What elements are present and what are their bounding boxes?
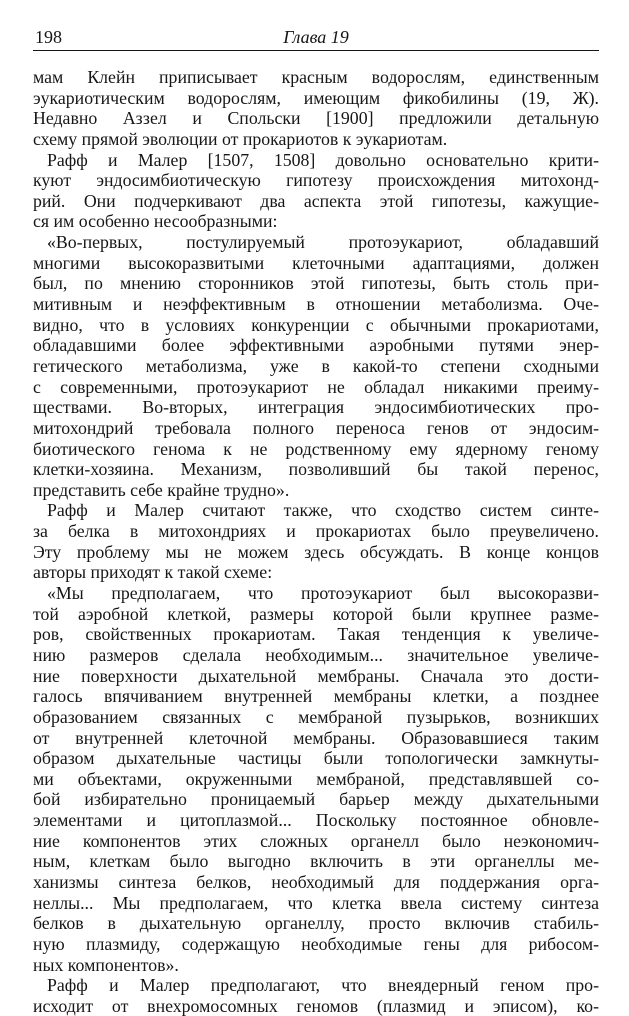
text-line: ние поверхности дыхательной мембраны. Сначала это дости- bbox=[33, 665, 599, 686]
text-line: был, по мнению сторонников этой гипотезы, быть столь при- bbox=[33, 273, 599, 294]
text-line: с современными, протоэукариот не обладал никакими преиму- bbox=[33, 376, 599, 397]
text-line: ханизмы синтеза белков, необходимый для поддержания орга- bbox=[33, 871, 599, 892]
text-line: мам Клейн приписывает красным водорослям, единственным bbox=[33, 67, 599, 87]
text-line: эукариотическим водорослям, имеющим фикобилины (19, Ж). bbox=[33, 87, 599, 108]
text-line: схему прямой эволюции от прокариотов к эукариотам. bbox=[33, 128, 448, 149]
text-line: митивным и неэффективным в отношении метаболизма. Оче- bbox=[33, 294, 599, 315]
text-line: элементами и цитоплазмой... Поскольку постоянное обновле- bbox=[33, 810, 599, 831]
body-text bbox=[33, 67, 599, 1016]
text-line: Рафф и Малер [1507, 1508] довольно основательно крити- bbox=[47, 149, 599, 170]
text-line: обладавшими более эффективными аэробными путями энер- bbox=[33, 335, 599, 356]
text-line: представить себе крайне трудно». bbox=[33, 479, 290, 500]
text-line: рий. Они подчеркивают два аспекта этой гипотезы, кажущие- bbox=[33, 190, 599, 211]
text-line: неллы... Мы предполагаем, что клетка ввела систему синтеза bbox=[33, 892, 599, 913]
text-line: клетки-хозяина. Механизм, позволивший бы такой перенос, bbox=[33, 459, 599, 480]
text-line: ние компонентов этих сложных органелл было неэкономич- bbox=[33, 830, 599, 851]
text-line: куют эндосимбиотическую гипотезу происхождения митохонд- bbox=[33, 170, 599, 191]
text-line: Эту проблему мы не можем здесь обсуждать. В конце концов bbox=[33, 541, 599, 562]
text-line: образованием связанных с мембраной пузырьков, возникших bbox=[33, 706, 599, 727]
page-header bbox=[33, 27, 599, 51]
text-line: многими высокоразвитыми клеточными адаптациями, должен bbox=[33, 252, 599, 273]
text-line: за белка в митохондриях и прокариотах было преувеличено. bbox=[33, 521, 599, 542]
text-line: биотического генома к не родственному ему ядерному геному bbox=[33, 438, 599, 459]
text-line: той аэробной клеткой, размеры которой были крупнее разме- bbox=[33, 603, 599, 624]
text-line: исходит от внехромосомных геномов (плазмид и эписом), ко- bbox=[33, 995, 599, 1016]
text-line: митохондрий требовала полного переноса генов от эндосим- bbox=[33, 417, 599, 438]
text-line: ных компонентов». bbox=[33, 954, 179, 975]
text-line: ным, клеткам было выгодно включить в эти органеллы ме- bbox=[33, 851, 599, 872]
text-line: «Мы предполагаем, что протоэукариот был высокоразви- bbox=[47, 583, 599, 604]
text-line: белков в дыхательную органеллу, просто включив стабиль- bbox=[33, 913, 599, 934]
text-line: видно, что в условиях конкуренции с обычными прокариотами, bbox=[33, 314, 599, 335]
running-title: Глава 19 bbox=[283, 27, 349, 47]
text-line: ную плазмиду, содержащую необходимые гены для рибосом- bbox=[33, 933, 599, 954]
text-line: Рафф и Малер считают также, что сходство систем синте- bbox=[47, 500, 599, 521]
text-line: бой избирательно проницаемый барьер между дыхательными bbox=[33, 789, 599, 810]
text-line: от внутренней клеточной мембраны. Образовавшиеся таким bbox=[33, 727, 599, 748]
text-line: авторы приходят к такой схеме: bbox=[33, 562, 273, 583]
text-line: гетического метаболизма, уже в какой-то степени сходными bbox=[33, 355, 599, 376]
text-line: Недавно Аззел и Спольски [1900] предложили детальную bbox=[33, 108, 599, 129]
text-line: «Во-первых, постулируемый протоэукариот, обладавший bbox=[47, 232, 599, 253]
text-line: образом дыхательные частицы были топологически замкнуты- bbox=[33, 748, 599, 769]
header-rule bbox=[33, 50, 599, 51]
text-line: Рафф и Малер предполагают, что внеядерный геном про- bbox=[47, 975, 599, 996]
page-number: 198 bbox=[35, 27, 62, 47]
text-line: ми объектами, окруженными мембраной, представлявшей со- bbox=[33, 768, 599, 789]
text-line: нию размеров сделала необходимым... значительное увеличе- bbox=[33, 644, 599, 665]
text-line: ров, свойственных прокариотам. Такая тенденция к увеличе- bbox=[33, 624, 599, 645]
text-line: ществами. Во-вторых, интеграция эндосимбиотических про- bbox=[33, 397, 599, 418]
text-line: галось впячиванием внутренней мембраны клетки, а позднее bbox=[33, 686, 599, 707]
text-line: ся им особенно несообразными: bbox=[33, 211, 278, 232]
